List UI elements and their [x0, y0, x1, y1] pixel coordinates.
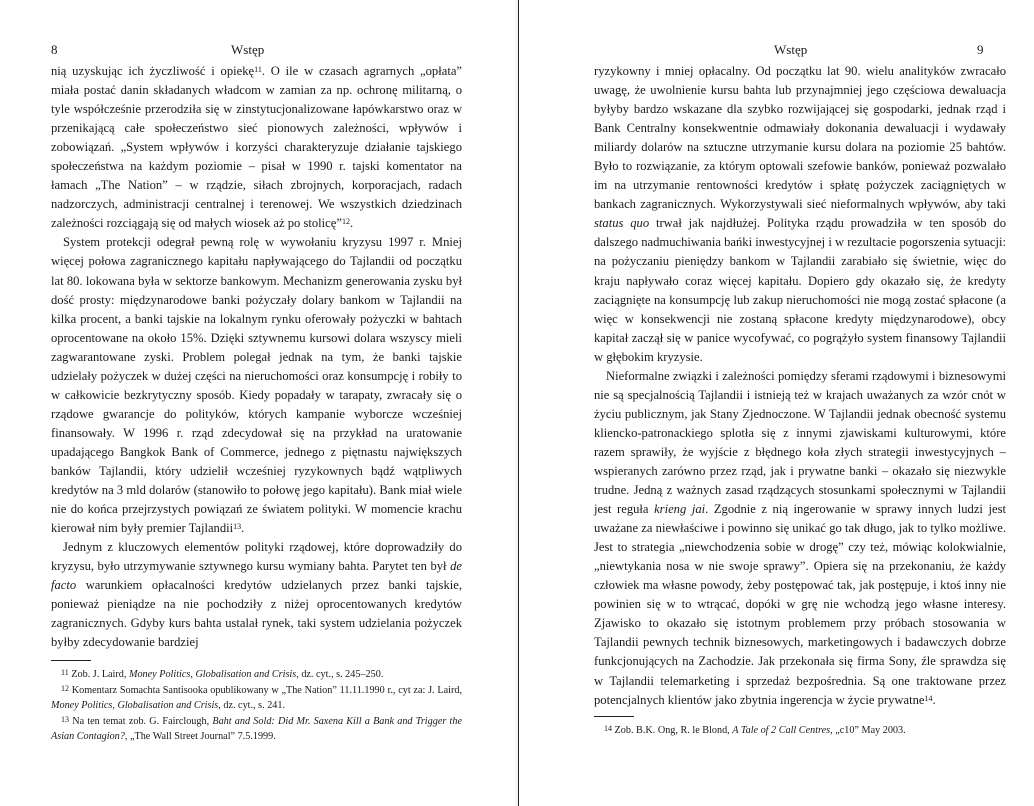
footnote-ref-13[interactable]: 13: [233, 522, 242, 532]
footnote-ref-11[interactable]: 11: [254, 65, 262, 74]
left-footnote-rule: [51, 660, 91, 661]
right-page: [518, 0, 1034, 806]
left-paragraph-2: System protekcji odegrał pewną rolę w wywołaniu kryzysu 1997 r. Mniej więcej połowa zagranicznego kapitału napływającego do Tajlandii od początku lat 80. lokowana była w sektorze bankowym. Mechanizm generowania zysku był dość prosty: międzynarodowe banki pożyczały dolary bankom w Tajlandii na kilka procent, a banki tajskie na lokalnym rynku oferowały pożyczki w bahtach oprocentowane na około 15%. Dzięki sztywnemu kursowi dolara wszyscy mieli zagwarantowane zyski. Problem polegał jednak na tym, że banki tajskie udzielały pożyczek w dużej części na nieruchomości oraz konsumpcję i robiły to w całkowicie bezkrytyczny sposób. Kiedy popadały w tarapaty, zwracały się o rządowe gwarancje do polityków, których kampanie wyborcze wcześniej finansowały. W 1996 r. rząd zdecydował się na przykład na uratowanie upadającego Bangkok Bank of Commerce, jednego z piętnastu największych banków Tajlandii, który udzielił wcześniej ryzykownych bądź wątpliwych kredytów na 3 mld dolarów (stanowiło to połowę jego kapitału). Bank miał wiele nie do końca przejrzystych powiązań ze światem polityki. W momencie krachu kierował nim były premier Tajlandii$^{13}$.: [51, 235, 462, 536]
left-paragraph-3: Jednym z kluczowych elementów polityki rządowej, które doprowadziły do kryzysu, było utrzymywanie sztywnego kursu wymiany bahta. Parytet ten był de facto warunkiem opłacalności kredytów udzielanych przez banki tajskie, ponieważ pieniądze na nie pochodziły z niżej oprocentowanych kredytów zagranicznych. Gdyby kurs bahta ustalał rynek, taki system udzielania pożyczek byłby zdecydowanie bardziej: [51, 540, 462, 650]
footnote-14: $^{14}$ Zob. B.K. Ong, R. le Blond, A Tale of 2 Call Centres, „c10” May 2003.: [604, 724, 906, 736]
footnote-13: $^{13}$ Na ten temat zob. G. Fairclough, Baht and Sold: Did Mr. Saxena Kill a Bank and Trigger the Asian Contagion?, „The Wall Street Journal” 7.5.1999.: [51, 714, 462, 743]
footnote-12: $^{12}$ Komentarz Somachta Santisooka opublikowany w „The Nation” 11.11.1990 r., cyt za: J. Laird, Money Politics, Globalisation and Crisis, dz. cyt., s. 241.: [51, 683, 462, 712]
left-paragraph-1: nią uzyskując ich życzliwość i opiekę$^{11}$. O ile w czasach agrarnych „opłata” miała postać danin składanych władcom w zamian za np. ochronę militarną, o tyle współcześnie przerodziła się w zinstytucjonalizowane łapówkarstwo oraz w przenikającą całe społeczeństwo sieć pionowych zależności, wpływów i zobowiązań. „System wpływów i korzyści charakteryzuje działanie tajskiego społeczeństwa na każdym poziomie – pisał w 1990 r. tajski komentator na łamach „The Nation” – w rządzie, siłach zbrojnych, korporacjach, radach nadzorczych, administracji centralnej i terenowej. We wszystkich dziedzinach zależności rozciągają się od małych wiosek aż po stolicę”$^{12}$.: [51, 64, 462, 231]
left-page: [0, 0, 516, 806]
right-paragraph-1: ryzykowny i mniej opłacalny. Od początku lat 90. wielu analityków zwracało uwagę, że uwolnienie kursu bahta lub przynajmniej jego częściowa dewaluacja byłyby bardzo wskazane dla szybko rozwijającej się gospodarki, jednak rząd i Bank Centralny konsekwentnie odmawiały dokonania dewaluacji i wydawały miliardy dolarów na sztuczne utrzymanie kursu dolara na poziomie 25 bahtów. Było to rozwiązanie, za którym optowali szefowie banków, ponieważ pozwalało im na utrzymanie rentowności kredytów i spłatę pożyczek zaciągniętych w bankach zagranicznych. Wykorzystywali sieć nieformalnych wpływów, aby taki status quo trwał jak najdłużej. Polityka rządu prowadziła w ten sposób do dalszego nadmuchiwania bańki inwestycyjnej i w rezultacie pogorszenia sytuacji: na pożyczaniu pieniędzy bankom w Tajlandii zarabiało się świetnie, więc do kraju napływało coraz więcej kapitału. Dopiero gdy okazało się, że kredyty zaciągnięte na konsumpcję lub zakup nieruchomości nie mogą zostać spłacone (a więc w konsekwencji nie zostaną spłacone kredyty międzynarodowe), obcy kapitał zaczął się w panice wycofywać, co pogrążyło system finansowy Tajlandii w głębokim kryzysie.: [594, 64, 1006, 364]
footnote-ref-12[interactable]: 12: [341, 217, 350, 227]
left-footnotes: [51, 667, 462, 745]
right-running-header: Wstęp: [774, 42, 808, 57]
right-page-number: 9: [977, 42, 984, 57]
right-body-text: [594, 62, 1006, 710]
footnote-11: $^{11}$ Zob. J. Laird, Money Politics, Globalisation and Crisis, dz. cyt., s. 245–250.: [61, 668, 384, 680]
left-body-text: [51, 62, 462, 652]
right-paragraph-2: Nieformalne związki i zależności pomiędzy sferami rządowymi i biznesowymi nie są specjalnością Tajlandii i istnieją też w krajach uważanych za wzór cnót w życiu publicznym, jak Stany Zjednoczone. W Tajlandii jednak obecność systemu kliencko-patronackiego splotła się z innymi zjawiskami kulturowymi, które razem sprawiły, że wyjście z błędnego koła złych strategii inwestycyjnych – wspieranych zarówno przez rząd, jak i prywatne banki – okazało się niezwykle trudne. Jedną z ważnych zasad rządzących stosunkami społecznymi w Tajlandii jest reguła krieng jai. Zgodnie z nią ingerowanie w sprawy innych ludzi jest uważane za niewłaściwe i powinno się unikać go tak długo, jak to tylko możliwe. Jest to strategia „niewchodzenia sobie w drogę” czy też, mówiąc kolokwialnie, „niewtykania nosa w nie swoje sprawy”. Opiera się na przekonaniu, że każdy człowiek ma własne powody, żeby postępować tak, jak postępuje, i ktoś inny nie powinien się w to wtrącać, dopóki w grę nie wchodzą jego własne interesy. Zjawisko to okazało się istotnym problemem przy próbach stosowania w Tajlandii pewnych technik biznesowych, marketingowych i badawczych dobrze funkcjonujących na Zachodzie. Jak przekonała się firma Sony, źle sprawdza się w Tajlandii telemarketing i sprzedaż bezpośrednia. Są one traktowane przez potencjalnych klientów jako zbytnia ingerencja w życie prywatne$^{14}$.: [594, 368, 1006, 707]
right-footnotes: [594, 723, 1006, 739]
right-footnote-rule: [594, 716, 634, 717]
left-page-number: 8: [51, 42, 58, 57]
left-running-header: Wstęp: [231, 42, 265, 57]
footnote-ref-14[interactable]: 14: [924, 693, 933, 703]
